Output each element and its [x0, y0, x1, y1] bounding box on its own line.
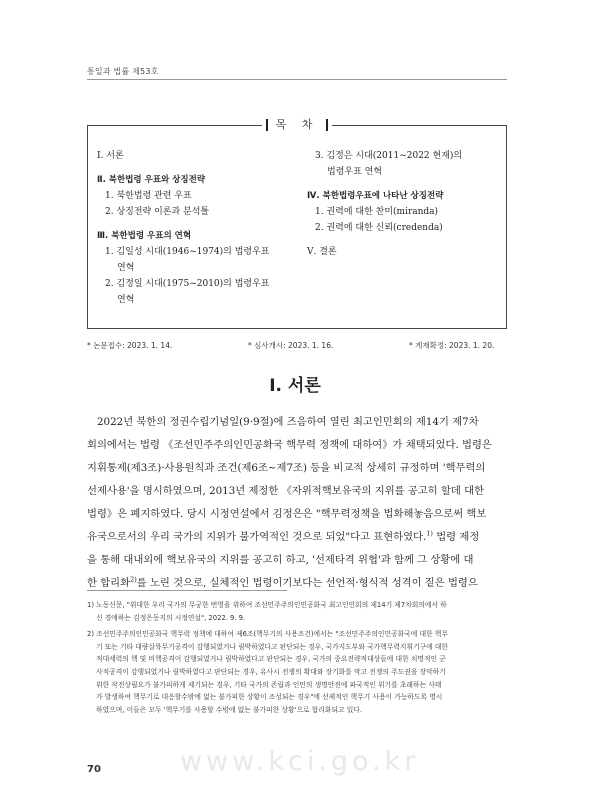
toc-item: Ⅲ. 북한법령 우표의 연혁 — [97, 231, 192, 241]
toc-item: 연혁 — [117, 295, 135, 305]
footnote-line: 신 경애하는 김정은동지의 시정연설", 2022. 9. 9. — [96, 613, 246, 622]
running-header: 통일과 법률 제53호 — [87, 67, 159, 76]
watermark: www.kci.go.kr — [180, 746, 420, 777]
toc-right-column — [307, 148, 462, 260]
footnote-ref-1[interactable]: 1) — [426, 529, 433, 538]
toc-item: 1. 북한법령 관련 우표 — [105, 191, 192, 201]
body-line: 유국으로서의 우리 국가의 지위가 불가역적인 것으로 되었"다고 표현하였다.$^{1)}$ 법령 제정 — [87, 529, 480, 543]
body-line: 지휘통제(제3조)·사용원칙과 조건(제6조~제7조) 등을 비교적 상세히 규정하며 '핵무력의 — [87, 462, 486, 474]
toc-item: Ⅴ. 결론 — [307, 247, 337, 257]
received-date: * 논문접수: 2023. 1. 14. — [87, 341, 173, 350]
toc-gap — [307, 236, 462, 244]
toc-item: Ⅰ. 서론 — [97, 151, 124, 161]
header-rule — [87, 79, 507, 80]
toc-item: 법령우표 연혁 — [327, 167, 383, 177]
body-line: 을 통해 대내외에 핵보유국의 지위를 공고히 하고, '선제타격 위협'과 함께 그 상황에 대 — [87, 554, 474, 566]
footnote-line: 가 발생하여 핵무기로 대응할수밖에 없는 불가피한 상황이 조성되는 경우"에 선제적인 핵무기 사용이 가능하도록 명시 — [96, 693, 443, 702]
toc-item: 3. 김정은 시대(2011~2022 현재)의 — [315, 151, 463, 161]
toc-item: 2. 권력에 대한 신뢰(credenda) — [315, 223, 443, 233]
footnote-ref-2[interactable]: 2) — [130, 575, 137, 584]
footnote-line: 위한 작전상필요가 불가피하게 제기되는 경우, 기타 국가의 존립과 인민의 생명안전에 파국적인 위기를 초래하는 사태 — [96, 680, 442, 689]
footnote-line: 2) 조선민주주의인민공화국 핵무력 정책에 대하여 제6조(핵무기의 사용조건)에서는 "조선민주주의인민공화국에 대한 핵무 — [87, 630, 448, 639]
footnote-line: 사적공격이 감행되였거나 림박하였다고 판단되는 경우, 유사시 전쟁의 확대와 장기화를 막고 전쟁의 주도권을 장악하기 — [96, 667, 446, 676]
footnote-line: 기 또는 기타 대량살륙무기공격이 감행되였거나 림박하였다고 판단되는 경우, 국가지도부와 국가핵무력지휘기구에 대한 — [96, 642, 449, 651]
toc-item: Ⅱ. 북한법령 우표와 상징전략 — [97, 175, 206, 185]
toc-left-column — [97, 148, 269, 308]
toc-item: 1. 권력에 대한 찬미(miranda) — [315, 207, 439, 217]
toc-item: 2. 상징전략 이론과 분석틀 — [105, 207, 210, 217]
body-text — [87, 411, 507, 595]
body-line: 한 합리화$^{2)}$를 노린 것으로, 실체적인 법령이기보다는 선언적·형식적 성격이 짙은 법령으 — [87, 575, 478, 589]
body-line: 회의에서는 법령 《조선민주주의인민공화국 핵무력 정책에 대하여》가 채택되었다. 법령은 — [87, 439, 492, 451]
footnote-rule — [87, 590, 287, 591]
toc-gap — [97, 220, 269, 228]
footnotes — [87, 599, 507, 720]
review-date: * 심사개시: 2023. 1. 16. — [248, 341, 334, 350]
toc-gap — [97, 164, 269, 172]
page-number: 70 — [87, 764, 101, 775]
footnote-line: 1) 노동신문, "위대한 우리 국가의 무궁한 번영을 위하여 조선민주주의인민공화국 최고인민회의 제14기 제7차회의에서 하 — [87, 601, 447, 609]
toc-item: 연혁 — [117, 263, 135, 273]
toc-item: 1. 김일성 시대(1946~1974)의 법령우표 — [105, 247, 270, 257]
body-line: 법령》은 폐지하였다. 당시 시정연설에서 김정은은 "핵무력정책을 법화해놓음으로써 핵보 — [87, 508, 487, 520]
body-line: 선제사용'을 명시하였으며, 2013년 제정한 《자위적핵보유국의 지위를 공고히 할데 대한 — [87, 485, 485, 497]
footnote-line: 하였으며, 이들은 모두 '핵무기를 사용할 수밖에 없는 불가피한 상황'으로 합리화되고 있다. — [96, 705, 363, 714]
accepted-date: * 게재확정: 2023. 1. 20. — [409, 341, 495, 350]
footnote-line: 적대세력의 핵 및 비핵공격이 감행되였거나 림박하였다고 판단되는 경우, 국가의 중요전략적대상들에 대한 치명적인 군 — [96, 655, 446, 664]
footnote-2 — [87, 628, 507, 716]
section-title: Ⅰ. 서론 — [269, 376, 321, 396]
toc-title: 목 차 — [262, 117, 332, 133]
toc-item: 2. 김정일 시대(1975~2010)의 법령우표 — [105, 279, 270, 289]
body-line: 2022년 북한의 정권수립기념일(9·9절)에 즈음하여 열린 최고인민회의 제14기 제7차 — [97, 416, 479, 428]
toc-item: Ⅳ. 북한법령우표에 나타난 상징전략 — [307, 191, 444, 201]
footnote-1 — [87, 599, 507, 624]
toc-gap — [307, 180, 462, 188]
